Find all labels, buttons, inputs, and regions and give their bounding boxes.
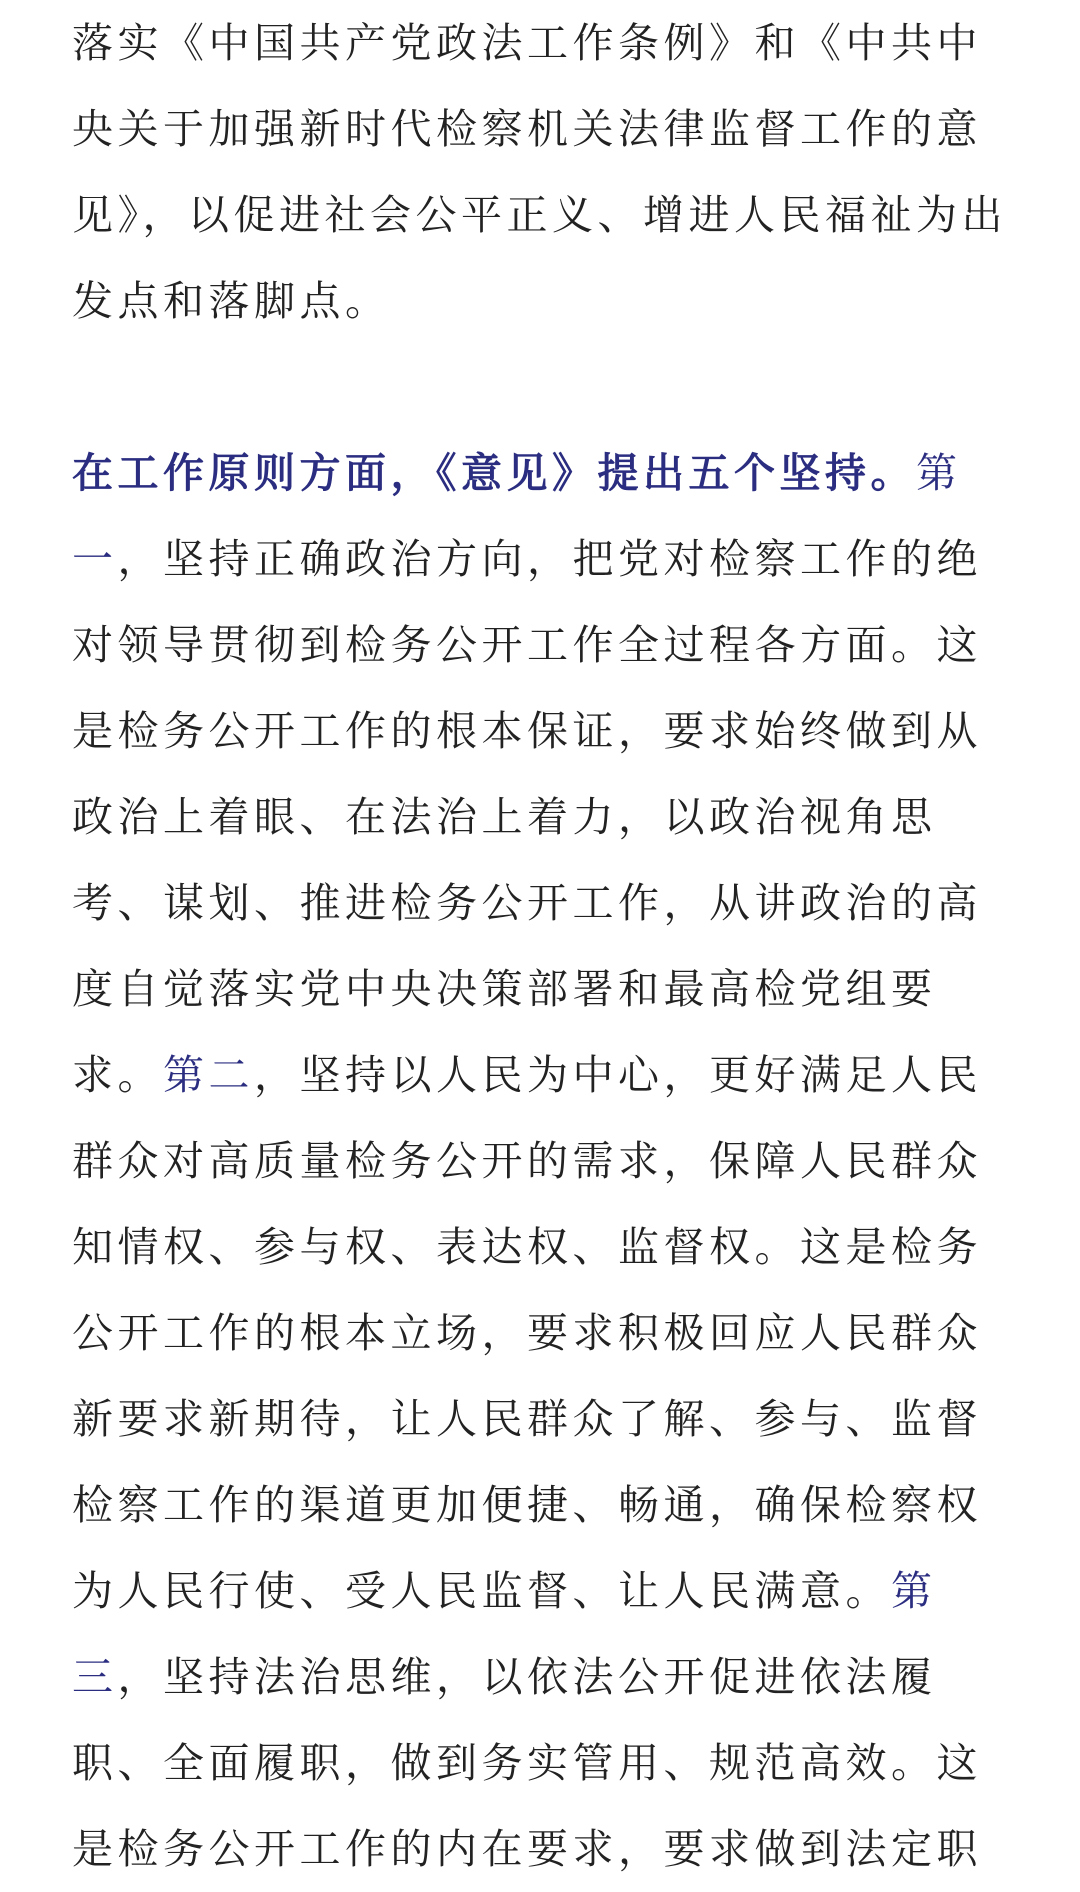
ordinal-second: 第二 bbox=[163, 1051, 254, 1099]
principle-text-second: ，坚持以人民为中心，更好满足人民群众对高质量检务公开的需求，保障人民群众知情权、参与权、表达权、监督权。这是检务公开工作的根本立场，要求积极回应人民群众新要求新期待，让人民群众了解、参与、监督检察工作的渠道更加便捷、畅通，确保检察权为人民行使、受人民监督、让人民满意。 bbox=[72, 1051, 982, 1615]
paragraph-text: 落实《中国共产党政法工作条例》和《中共中央关于加强新时代检察机关法律监督工作的意见》，以促进社会公平正义、增进人民福祉为出发点和落脚点。 bbox=[72, 19, 1007, 325]
ordinal-third: 第三 bbox=[72, 1567, 937, 1701]
principle-text-third: ，坚持法治思维，以依法公开促进依法履职、全面履职，做到务实管用、规范高效。这是检务公开工作的内在要求，要求做到法定职 bbox=[72, 1653, 982, 1873]
principle-text-first: ，坚持正确政治方向，把党对检察工作的绝对领导贯彻到检务公开工作全过程各方面。这是检务公开工作的根本保证，要求始终做到从政治上着眼、在法治上着力，以政治视角思考、谋划、推进检务公开工作，从讲政治的高度自觉落实党中央决策部署和最高检党组要求。 bbox=[72, 535, 982, 1099]
article-body bbox=[72, 0, 1012, 1892]
paragraph-opening bbox=[72, 0, 1012, 344]
ordinal-first: 第一 bbox=[72, 449, 962, 583]
paragraph-work-principles bbox=[72, 430, 1012, 1892]
section-heading: 在工作原则方面，《意见》提出五个坚持。 bbox=[72, 449, 916, 497]
